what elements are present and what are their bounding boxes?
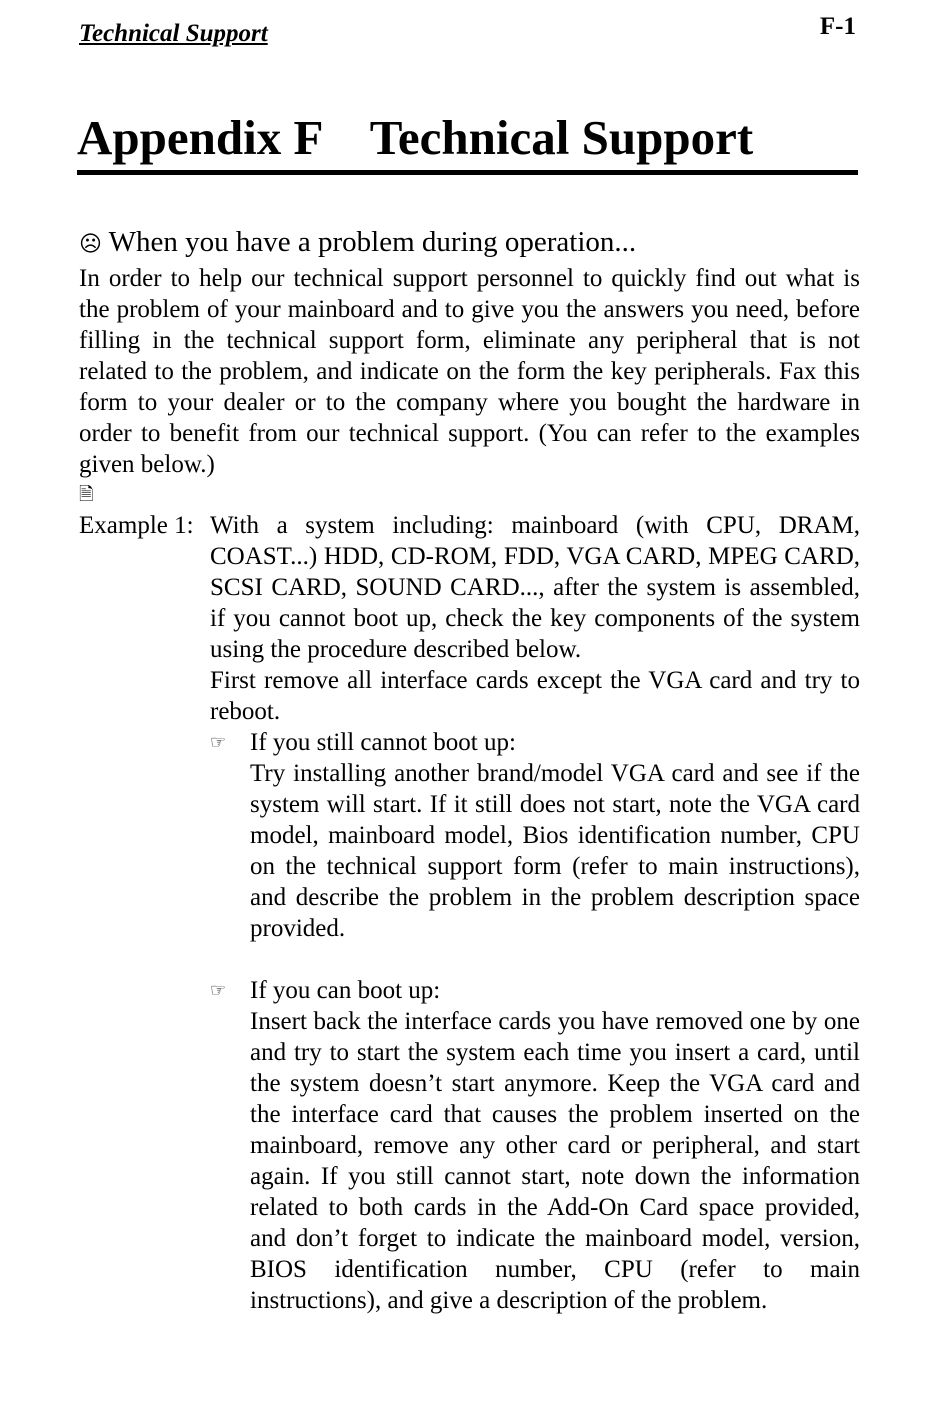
section-heading-text: When you have a problem during operation... [108, 226, 637, 258]
pointing-hand-icon: ☞ [210, 980, 227, 1001]
example-body [210, 510, 860, 1316]
case-body [250, 975, 860, 1316]
pointing-hand-icon: ☞ [210, 732, 227, 753]
section-heading [79, 224, 860, 263]
example-paragraph-1: With a system including: mainboard (with CPU, DRAM, COAST...) HDD, CD-ROM, FDD, VGA CARD, MPEG CARD, SCSI CARD, SOUND CARD..., after the system is assembled, if you cannot boot up, check the key components of the system using the procedure described below. [210, 512, 860, 663]
case-can-boot [210, 975, 860, 1316]
case-text: Insert back the interface cards you have removed one by one and try to start the system each time you insert a card, until the system doesn’t start anymore. Keep the VGA card and the interface card that causes the problem inserted on the mainboard, remove any other card or peripheral, and start again. If you still cannot start, note down the information related to both cards in the Add-On Card space provided, and don’t forget to indicate the mainboard model, version, BIOS identification number, CPU (refer to main instructions), and give a description of the problem. [250, 1008, 860, 1314]
intro-paragraph: In order to help our technical support personnel to quickly find out what is the problem of your mainboard and to give you the answers you need, before filling in the technical support form, eliminate any peripheral that is not related to the problem, and indicate on the form the key peripherals. Fax this form to your dealer or to the company where you bought the hardware in order to benefit from our technical support. (You can refer to the examples given below.) [79, 265, 860, 478]
example-1 [79, 510, 860, 1316]
document-icon: 🗎 [79, 484, 94, 505]
page-number: F-1 [819, 13, 856, 40]
title-block [77, 110, 858, 175]
example-paragraph-2: First remove all interface cards except the VGA card and try to reboot. [210, 667, 860, 725]
case-cannot-boot [210, 727, 860, 944]
running-header-title: Technical Support [79, 20, 268, 47]
case-text: Try installing another brand/model VGA card and see if the system will start. If it still does not start, note the VGA card model, mainboard model, Bios identification number, CPU on the technical support form (refer to main instructions), and describe the problem in the problem description space provided. [250, 760, 860, 942]
content [79, 224, 860, 1316]
frown-face-icon: ☹ [79, 232, 102, 257]
case-body [250, 727, 860, 944]
example-label: Example 1: [79, 512, 194, 539]
case-heading: If you still cannot boot up: [250, 729, 516, 756]
case-heading: If you can boot up: [250, 977, 441, 1004]
page-title: Appendix F Technical Support [77, 110, 754, 165]
spacer [210, 944, 860, 975]
